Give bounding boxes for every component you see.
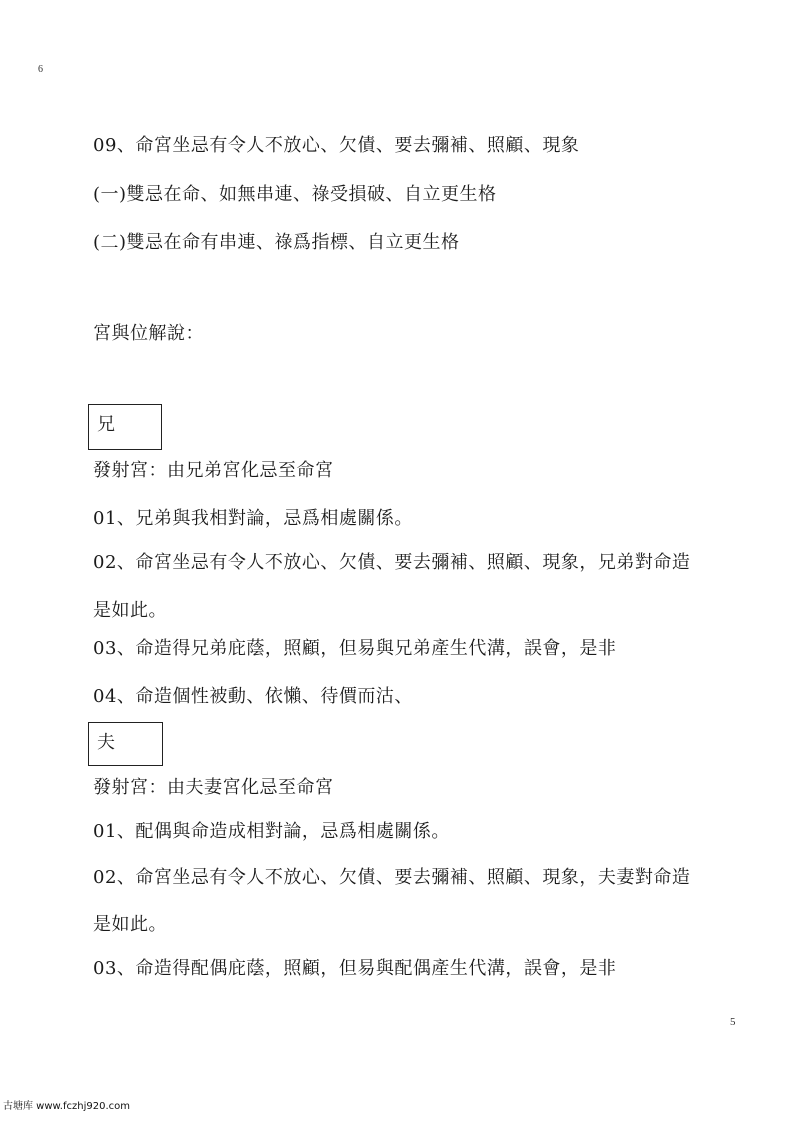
page-number-bottom: 5	[730, 1016, 736, 1028]
section-brother-title: 發射宮：由兄弟宮化忌至命宮	[93, 460, 334, 481]
page-number-top: 6	[38, 64, 43, 75]
section-brother-item-04: 04、命造個性被動、依懶、待價而沽、	[93, 686, 413, 707]
section-spouse-item-03: 03、命造得配偶庇蔭，照顧，但易與配偶產生代溝，誤會，是非	[93, 958, 617, 979]
section-heading: 宮與位解說：	[93, 323, 204, 344]
section-brother-item-02-cont: 是如此。	[93, 600, 167, 621]
section-spouse-title: 發射宮：由夫妻宮化忌至命宮	[93, 777, 334, 798]
section-spouse-item-02-cont: 是如此。	[93, 914, 167, 935]
section-brother-item-01: 01、兄弟與我相對論，忌爲相處關係。	[93, 508, 413, 529]
section-brother-item-03: 03、命造得兄弟庇蔭，照顧，但易與兄弟產生代溝，誤會，是非	[93, 638, 617, 659]
box-label-spouse: 夫	[88, 722, 163, 766]
intro-line-09: 09、命宮坐忌有令人不放心、欠債、要去彌補、照顧、現象	[93, 135, 580, 156]
section-spouse-item-01: 01、配偶與命造成相對論，忌爲相處關係。	[93, 821, 450, 842]
intro-line-2: (二)雙忌在命有串連、祿爲指標、自立更生格	[93, 232, 460, 253]
intro-line-1: (一)雙忌在命、如無串連、祿受損破、自立更生格	[93, 184, 497, 205]
box-label-brother: 兄	[88, 404, 162, 450]
section-spouse-item-02: 02、命宮坐忌有令人不放心、欠債、要去彌補、照顧、現象，夫妻對命造	[93, 867, 691, 888]
section-brother-item-02: 02、命宮坐忌有令人不放心、欠債、要去彌補、照顧、現象，兄弟對命造	[93, 552, 691, 573]
watermark: 古塘库 www.fczhj920.com	[3, 1101, 130, 1112]
